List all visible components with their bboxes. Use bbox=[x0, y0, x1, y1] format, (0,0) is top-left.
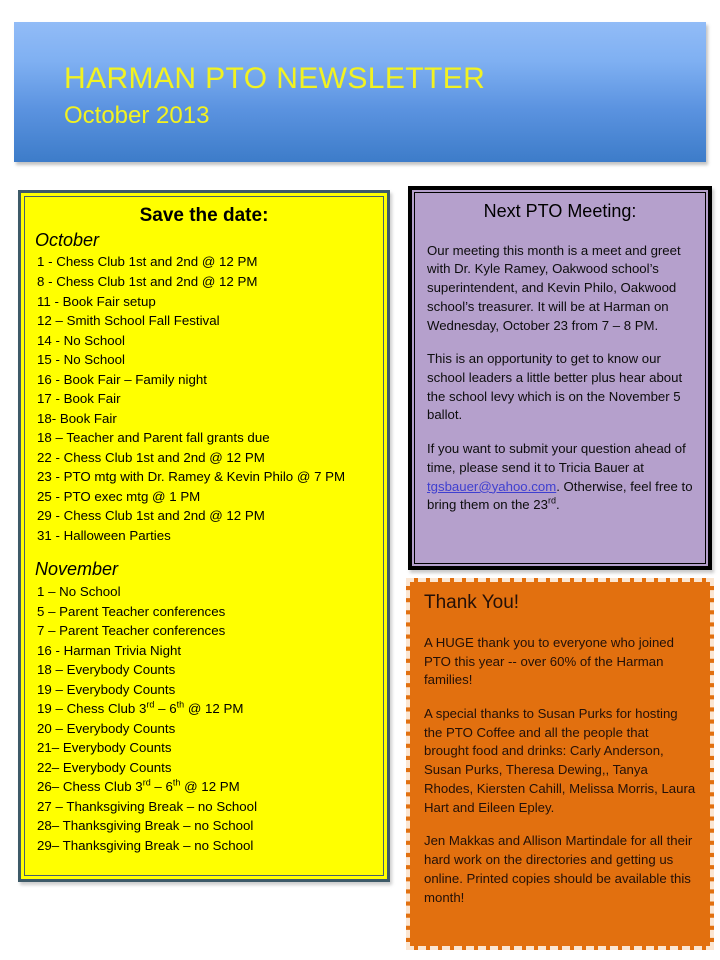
list-item: 22 - Chess Club 1st and 2nd @ 12 PM bbox=[37, 449, 265, 465]
list-item: 26– Chess Club 3rd – 6th @ 12 PM bbox=[37, 777, 240, 795]
list-item: 21– Everybody Counts bbox=[37, 740, 172, 756]
list-item: 12 – Smith School Fall Festival bbox=[37, 313, 220, 329]
thanks-paragraph-3: Jen Makkas and Allison Martindale for all their hard work on the directories and getting us online. Printed copies should be available this month! bbox=[424, 833, 693, 905]
next-pto-meeting-heading: Next PTO Meeting: bbox=[483, 201, 637, 221]
list-item: 29 - Chess Club 1st and 2nd @ 12 PM bbox=[37, 508, 265, 524]
ordinal-suffix: rd bbox=[547, 496, 556, 507]
newsletter-header-banner bbox=[14, 22, 706, 162]
list-item: 27 – Thanksgiving Break – no School bbox=[37, 798, 258, 814]
list-item: 25 - PTO exec mtg @ 1 PM bbox=[37, 488, 201, 504]
list-item: 17 - Book Fair bbox=[37, 391, 121, 407]
list-item: 18 – Everybody Counts bbox=[37, 662, 176, 678]
october-date-list bbox=[35, 252, 373, 545]
list-item: 5 – Parent Teacher conferences bbox=[37, 603, 226, 619]
list-item: 22– Everybody Counts bbox=[37, 759, 172, 775]
october-month-label: October bbox=[35, 229, 100, 250]
list-item: 16 - Harman Trivia Night bbox=[37, 642, 182, 658]
email-link[interactable]: tgsbauer@yahoo.com bbox=[427, 478, 557, 494]
november-month-label: November bbox=[35, 559, 119, 580]
save-the-date-content bbox=[24, 196, 384, 876]
list-item: 14 - No School bbox=[37, 332, 125, 348]
list-item: 15 - No School bbox=[37, 352, 125, 368]
list-item: 7 – Parent Teacher conferences bbox=[37, 623, 226, 639]
newsletter-issue-date: October 2013 bbox=[64, 102, 210, 129]
list-item: 18 – Teacher and Parent fall grants due bbox=[37, 430, 270, 446]
list-item: 23 - PTO mtg with Dr. Ramey & Kevin Philo @ 7 PM bbox=[37, 469, 346, 485]
list-item: 29– Thanksgiving Break – no School bbox=[37, 837, 254, 853]
list-item: 1 - Chess Club 1st and 2nd @ 12 PM bbox=[37, 254, 258, 270]
meeting-paragraph-2: This is an opportunity to get to know our school leaders a little better plus hear about the school levy which is on the November 5 ballot. bbox=[427, 351, 683, 423]
next-pto-meeting-panel bbox=[408, 186, 712, 570]
list-item: 8 - Chess Club 1st and 2nd @ 12 PM bbox=[37, 273, 258, 289]
list-item: 19 – Chess Club 3rd – 6th @ 12 PM bbox=[37, 699, 244, 717]
month-spacer bbox=[35, 545, 373, 559]
list-item: 31 - Halloween Parties bbox=[37, 527, 171, 543]
november-date-list bbox=[35, 582, 373, 855]
newsletter-title: HARMAN PTO NEWSLETTER bbox=[64, 62, 486, 95]
list-item: 11 - Book Fair setup bbox=[37, 293, 156, 309]
list-item: 19 – Everybody Counts bbox=[37, 681, 176, 697]
list-item: 1 – No School bbox=[37, 584, 121, 599]
thanks-paragraph-2: A special thanks to Susan Purks for hosting the PTO Coffee and all the people that brought food and drinks: Carly Anderson, Susan Purks, Theresa Dewing,, Tanya Rhodes, Kiersten Cahill, Melissa Morris, Laura Hart and Eileen Epley. bbox=[424, 706, 696, 815]
meeting-paragraph-1: Our meeting this month is a meet and greet with Dr. Kyle Ramey, Oakwood school’s superintendent, and Kevin Philo, Oakwood school’s treasurer. It will be at Harman on Wednesday, October 23 from 7 – 8 PM. bbox=[427, 242, 681, 333]
meeting-paragraph-3-period: . bbox=[555, 497, 560, 513]
meeting-paragraph-3-text-before: If you want to submit your question ahead of time, please send it to Tricia Bauer at bbox=[427, 441, 686, 475]
thank-you-panel bbox=[406, 578, 714, 950]
save-the-date-heading: Save the date: bbox=[139, 205, 269, 226]
meeting-paragraph-3 bbox=[427, 440, 693, 515]
thanks-paragraph-1: A HUGE thank you to everyone who joined PTO this year -- over 60% of the Harman families! bbox=[424, 634, 674, 688]
list-item: 28– Thanksgiving Break – no School bbox=[37, 818, 254, 834]
list-item: 18- Book Fair bbox=[37, 410, 117, 426]
next-pto-meeting-content bbox=[414, 192, 706, 564]
meeting-paragraph-3-text-after: . Otherwise, feel free to bring them on the 23 bbox=[427, 478, 693, 513]
thank-you-heading: Thank You! bbox=[424, 592, 520, 613]
save-the-date-panel bbox=[18, 190, 390, 882]
list-item: 20 – Everybody Counts bbox=[37, 720, 176, 736]
list-item: 16 - Book Fair – Family night bbox=[37, 371, 207, 387]
